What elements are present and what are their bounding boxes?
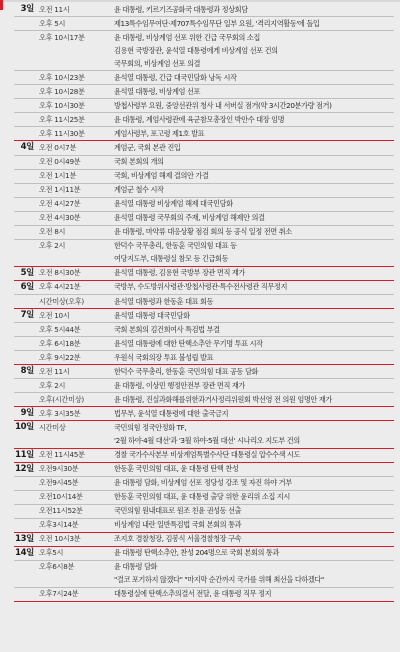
- timeline-row: [14, 267, 394, 280]
- event-description: 우원식 국회의장 투표 불성립 발표: [114, 352, 214, 362]
- day-group: [14, 547, 394, 602]
- event-description: 계엄사령부, 포고령 제1호 발표: [114, 128, 205, 138]
- day-label: 8일: [20, 366, 34, 377]
- event-description: 국민의힘 원내대표로 원조 친윤 권성동 선출: [114, 506, 242, 516]
- event-time: 오후 5시44분: [39, 324, 81, 334]
- timeline-row: [14, 392, 394, 406]
- timeline-row: [14, 112, 394, 126]
- timeline-row: [14, 476, 394, 490]
- event-description: 제13특수임무여단·제707특수임무단 일부 요원, '격리지역활동'에 돌입: [114, 18, 320, 28]
- timeline-row: [14, 309, 394, 322]
- day-group: [14, 463, 394, 533]
- event-time: 오전11시52분: [39, 506, 83, 516]
- event-description: 국회 본회의 개의: [114, 157, 164, 167]
- event-time: 오후 3시35분: [39, 408, 81, 418]
- event-description: 윤석열 대통령, 긴급 대국민담화 낭독 시작: [114, 72, 237, 82]
- event-description: 윤석열 대통령 대국민담화: [114, 310, 190, 320]
- event-description: 윤 대통령 담화, 비상계엄 선포 정당성 강조 및 자진 하야 거부: [114, 478, 292, 488]
- event-description: "결코 포기하지 않겠다" "마지막 순간까지 국가를 위해 최선을 다하겠다": [114, 575, 324, 585]
- day-label: 4일: [20, 142, 34, 153]
- timeline-row: [14, 126, 394, 140]
- event-description: 윤석열 대통령 국무회의 주재, 비상계엄 해제안 의결: [114, 213, 265, 223]
- timeline-row: [14, 281, 394, 294]
- timeline-row: [14, 421, 394, 434]
- event-time: 오후 10시30분: [39, 100, 85, 110]
- event-description: 윤석열 대통령 비상계엄 해제 대국민담화: [114, 199, 233, 209]
- event-time: 오후 9시22분: [39, 352, 81, 362]
- event-description: 한동훈 국민의힘 대표, 윤 대통령 탄핵 찬성: [114, 464, 239, 474]
- timeline-row: [14, 16, 394, 30]
- event-time: 오후 6시18분: [39, 338, 81, 348]
- event-time: 오후 10시28분: [39, 86, 85, 96]
- event-description: 국방부, 수도방위사령관·방첩사령관·특수전사령관 직무정지: [114, 282, 288, 292]
- top-rule: [0, 0, 400, 2]
- event-time: 오전9시30분: [39, 464, 79, 474]
- day-label: 9일: [20, 408, 34, 419]
- event-time: 시간미상: [39, 422, 66, 432]
- day-group: [14, 141, 394, 266]
- event-description: 윤 대통령 담화: [114, 562, 158, 572]
- timeline-row: [14, 463, 394, 476]
- event-time: 오전 0시7분: [39, 142, 77, 152]
- event-time: 오전 4시27분: [39, 199, 81, 209]
- event-description: 여당지도부, 대통령실 참모 등 긴급회동: [114, 254, 229, 264]
- day-label: 7일: [20, 310, 34, 321]
- event-description: 윤 대통령 탄핵소추안, 찬성 204명으로 국회 본회의 통과: [114, 548, 280, 558]
- timeline-row: [14, 350, 394, 364]
- day-group: [14, 449, 394, 463]
- event-time: 오전10시14분: [39, 492, 83, 502]
- event-time: 오후 10시17분: [39, 32, 85, 42]
- event-time: 오후 4시21분: [39, 282, 81, 292]
- event-time: 오전 1시1분: [39, 171, 77, 181]
- event-time: 오후6시8분: [39, 562, 75, 572]
- event-description: 계엄군 철수 시작: [114, 185, 164, 195]
- timeline-row: [14, 225, 394, 239]
- event-time: 오후(시간미상): [39, 394, 84, 404]
- timeline-row: [14, 169, 394, 183]
- timeline-row: [14, 574, 394, 587]
- timeline-row: [14, 141, 394, 154]
- event-time: 오후5시: [39, 548, 64, 558]
- event-time: 오전 11시: [39, 366, 70, 376]
- event-description: 윤석열 대통령에 대한 탄핵소추안 무기명 투표 시작: [114, 338, 263, 348]
- day-group: [14, 309, 394, 365]
- event-description: 한동훈 국민의힘 대표, 윤 대통령 출당 위한 윤리위 소집 지시: [114, 492, 290, 502]
- event-time: 오후 11시25분: [39, 114, 85, 124]
- event-description: 윤 대통령, 키르기즈공화국 대통령과 정상회담: [114, 4, 248, 14]
- timeline-row: [14, 490, 394, 504]
- day-group: [14, 3, 394, 141]
- timeline-row: [14, 587, 394, 601]
- event-description: 윤석열 대통령, 김용현 국방부 장관 면직 재가: [114, 268, 245, 278]
- timeline-row: [14, 547, 394, 560]
- timeline-row: [14, 322, 394, 336]
- event-time: 오후3시14분: [39, 520, 79, 530]
- event-time: 오후 2시: [39, 241, 66, 251]
- event-description: 한덕수 국무총리, 한동훈 국민의힘 대표 등: [114, 241, 237, 251]
- event-description: 국회 본회의 김건희여사 특검법 부결: [114, 324, 220, 334]
- timeline-row: [14, 378, 394, 392]
- timeline-row: [14, 70, 394, 84]
- day-label: 6일: [20, 281, 34, 292]
- timeline-row: [14, 449, 394, 462]
- timeline-row: [14, 533, 394, 546]
- event-description: 비상계엄 내란 일반특검법 국회 본회의 통과: [114, 520, 242, 530]
- day-group: [14, 533, 394, 547]
- timeline-row: [14, 197, 394, 211]
- timeline-row: [14, 434, 394, 447]
- timeline-row: [14, 211, 394, 225]
- day-label: 12일: [15, 463, 34, 474]
- event-time: 오전9시45분: [39, 478, 79, 488]
- event-time: 오전 11시: [39, 4, 70, 14]
- event-description: 조지호 경찰청장, 김봉식 서울경찰청장 구속: [114, 534, 242, 544]
- event-time: 오후 2시: [39, 380, 66, 390]
- event-time: 오전 11시45분: [39, 450, 85, 460]
- event-time: 오전 8시: [39, 227, 66, 237]
- accent-rule: [0, 0, 3, 10]
- event-time: 오후7시24분: [39, 589, 79, 599]
- timeline-row: [14, 518, 394, 532]
- timeline-row: [14, 30, 394, 44]
- event-description: 경찰 국가수사본부 비상계엄특별수사단 대통령실 압수수색 시도: [114, 450, 301, 460]
- event-time: 오전 8시30분: [39, 268, 81, 278]
- day-group: [14, 267, 394, 281]
- event-time: 오전 1시11분: [39, 185, 81, 195]
- timeline-row: [14, 183, 394, 197]
- timeline-row: [14, 365, 394, 378]
- timeline-row: [14, 155, 394, 169]
- event-description: 한덕수 국무총리, 한동훈 국민의힘 대표 공동 담화: [114, 366, 259, 376]
- timeline-row: [14, 560, 394, 574]
- timeline-row: [14, 336, 394, 350]
- day-label: 10일: [15, 422, 34, 433]
- event-description: 국민의힘 정국안정화 TF,: [114, 422, 187, 432]
- event-description: 계엄군, 국회 본관 진입: [114, 142, 181, 152]
- day-label: 13일: [15, 533, 34, 544]
- event-time: 오후 5시: [39, 18, 66, 28]
- event-description: 대통령실에 탄핵소추의결서 전달, 윤 대통령 직무 정지: [114, 589, 272, 599]
- event-time: 오전 10시3분: [39, 534, 81, 544]
- timeline-row: [14, 253, 394, 266]
- event-time: 오후 11시30분: [39, 128, 85, 138]
- event-time: 오후 10시23분: [39, 72, 85, 82]
- day-label: 14일: [15, 547, 34, 558]
- day-label: 5일: [20, 267, 34, 278]
- day-group: [14, 421, 394, 448]
- day-label: 3일: [20, 4, 34, 14]
- timeline-row: [14, 294, 394, 308]
- timeline-row: [14, 98, 394, 112]
- event-description: 윤 대통령, 진실과화해를위한과거사정리위원회 박선영 전 의원 임명안 재가: [114, 394, 332, 404]
- event-time: 오전 10시: [39, 310, 70, 320]
- timeline-row: [14, 3, 394, 16]
- event-description: 윤석열 대통령과 한동훈 대표 회동: [114, 296, 214, 306]
- event-description: 김용현 국방장관, 윤석열 대통령에게 비상계엄 선포 건의: [114, 45, 278, 55]
- event-description: 국회, 비상계엄 해제 결의안 가결: [114, 171, 209, 181]
- event-description: 방첩사령부 요원, 중앙선관위 청사 내 서버실 점거(약 3시간20분가량 점거): [114, 100, 332, 110]
- event-description: 윤 대통령, 계엄사령관에 육군참모총장인 박안수 대장 임명: [114, 114, 285, 124]
- day-group: [14, 407, 394, 421]
- day-label: 11일: [15, 449, 34, 460]
- event-time: 오전 0시49분: [39, 157, 81, 167]
- timeline-row: [14, 239, 394, 253]
- event-description: '2월 하야·4월 대선'과 '3월 하야·5월 대선' 시나리오 지도부 건의: [114, 435, 300, 445]
- event-time: 시간미상(오후): [39, 296, 84, 306]
- event-description: 국무회의, 비상계엄 선포 의결: [114, 58, 201, 68]
- event-description: 윤석열 대통령, 비상계엄 선포: [114, 86, 201, 96]
- timeline-row: [14, 57, 394, 70]
- event-description: 윤 대통령, 비상계엄 선포 위한 긴급 국무회의 소집: [114, 32, 260, 42]
- day-group: [14, 365, 394, 407]
- event-description: 윤 대통령, 이상민 행정안전부 장관 면직 재가: [114, 380, 245, 390]
- timeline-row: [14, 44, 394, 57]
- timeline-row: [14, 84, 394, 98]
- event-description: 윤 대통령, 마약류 대응상황 점검 회의 등 공식 일정 전면 취소: [114, 227, 292, 237]
- event-time: 오전 4시30분: [39, 213, 81, 223]
- timeline-table: [14, 3, 394, 602]
- timeline-row: [14, 504, 394, 518]
- event-description: 법무부, 윤석열 대통령에 대한 출국금지: [114, 408, 229, 418]
- timeline-row: [14, 407, 394, 420]
- day-group: [14, 281, 394, 309]
